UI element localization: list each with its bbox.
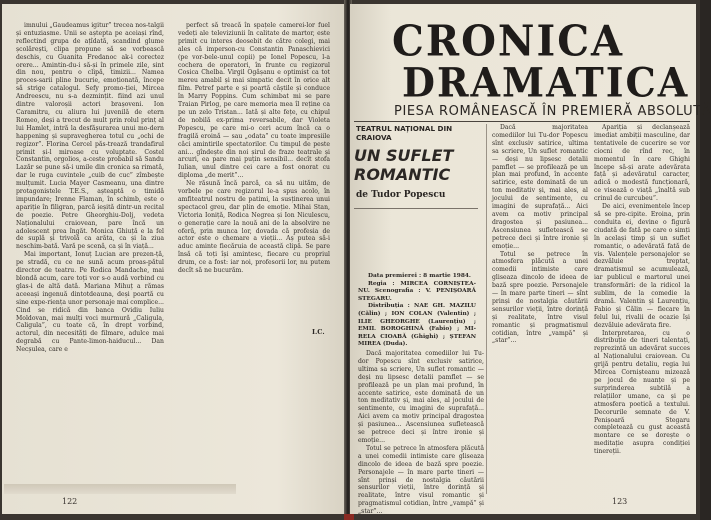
left-column-2 [178, 22, 330, 322]
author-signature: I.C. [312, 328, 325, 336]
theatre-name: TEATRUL NAȚIONAL DIN CRAIOVA [356, 124, 453, 142]
center-column [492, 124, 588, 486]
paragraph: Interpretarea, cu o distribuție de tineri talentați, reprezintă un adevărat succes al Naționalului craiovean. Cu grijă pentru detaliu, regia lui Mircea Cornișteanu mizează pe jocul de nuanțe și pe surprinderea subtilă a relațiilor umane, ca și pe atmosfera poetică a textului. Decorurile semnate de V. Penișoară Stegaru completează cu gust această montare ce se dorește o meditație asupra condiției tinereții. [594, 329, 690, 456]
play-author: de Tudor Popescu [356, 190, 446, 200]
paragraph: Ne răsună încă parcă, ca să nu uităm, de vorbele pe care regizorul le-a spus acolo, în amfiteatrul nostru de patimi, la susținerea unui spectacol greu, dar plin de emoție. Mihai Stan, Victoria Ioniță, Rodica Negrea și Ion Niculescu, o generație care la nouă ani de la absolvire ne oferă, prin munca lor, dovada că profesia de actor este o chemare a vieții... Aș putea să-i aduc aminte fiecăruia de această clipă. Se pare însă că toți își amintesc, fiecare cu propriul drum, ce a fost: iar noi, profesorii lor, nu putem decît să ne bucurăm. [178, 180, 330, 275]
paragraph: Totul se petrece în atmosfera plăcută a unei comedii intimiste care gliseaza dincolo de ideea de bază spre poezie. Personajele — în mare parte tineri — sînt prinși de nostalgia căutării sensurilor vieții, între dorință și realitate, între visul romantic și pragmatismul cotidian, între „vampă” și „star”... [492, 250, 588, 345]
divider [486, 124, 487, 494]
section-subtitle: PIESA ROMÂNEASCĂ ÎN PREMIERĂ ABSOLUTĂ [394, 104, 711, 119]
paragraph: De aici, evenimentele încep să se pre-cipite. Eroina, prin conduita ei, devine o figură ciudată de fată pe care o simți în același timp și un suflet romantic, o adevărată fată de vis. Valențele personajelor se dezvăluie treptat, dramatismul se acumulează, iar publicul e martorul unei transformări: de la ridicol la sublim, de la comedie la dramă. Valentin și Laurențiu, Fabio și Călin — fiecare în felul lui, rivalii de ocazie își dezvăluie adevărata fire. [594, 203, 690, 329]
page-number-right: 123 [612, 497, 628, 506]
page-number-left: 122 [62, 497, 78, 506]
divider [354, 208, 478, 209]
production-credits [358, 273, 476, 349]
right-column [594, 124, 690, 486]
paragraph: Totul se petrece în atmosfera plăcută a unei comedii intimiste care gliseaza dincolo de ideea de bază spre poezie. Personajele — în mare parte tineri — sînt prinși de nostalgia căutării sensurilor vieții, între dorință și realitate, între visul romantic și pragmatismul cotidian, între „vampă” și „star”... [358, 444, 484, 516]
cast-list: Distribuția : NAE GH. MAZILU (Călin) ; ION COLAN (Valentin) ; ILIE GHEORGHE (Laurențiu) ; EMIL BOROGHINĂ (Fabio) ; MI-RELA CIOABĂ (Ghighi) ; ȘTEFAN MIREA (Duda). [358, 303, 476, 348]
left-page [2, 4, 346, 514]
divider [354, 121, 690, 122]
paragraph: Apariția și declanșează imediat ambiții masculine, dar tentativele de cucerire se vor ciocni de rînd rec, în momentul în care Ghighi începe să-și arate adevărata față și adevăratul caracter, adică o modestă funcționară, ce visează o viață „înaltă sub crinul de curcubeu”. [594, 124, 690, 203]
paragraph: Dacă majoritatea comediilor lui Tu-dor Popescu sînt exclusiv satirice, ultima sa scriere, Un suflet romantic — deși nu lipsesc detalii pamflet — se profilează pe un plan mai profund, în accente satirice, este dominată de un ton meditativ și, mai ales, al jocului de sentimente, cu imagini de suprafață... Aici avem ca motiv principal dragostea și pasiunea... Ascensiunea sufletească se petrece deci și între ironie și emoție... [492, 124, 588, 250]
paragraph: Mai important, Ionuț Lucian are prezen-ță, pe stradă, cu ce ne sună acum proas-pătul director de teatru. Pe Rodica Mandache, mai blondă acum, care toți vor s-o audă vorbind cu glas-i de altă dată. Mariana Mihuț a rămas aceeași ingenuă dintotdeauna, deși poartă cu sine expe-riența unor personaje mai complice... Cind se ridică din banca Ovidiu Iuliu Moldovan, mai mulți voci murmură „Caligula, Caligula”, cu toate că, în drept vorbind, actorul, din necesități de filmare, adulce mai degrabă cu Pante-limon-haiducul... Dan Necșulea, care e [16, 251, 164, 354]
right-page [350, 4, 711, 516]
premiere-date: Data premierei : 8 martie 1984. [368, 273, 471, 279]
play-title: UN SUFLET ROMANTIC [354, 146, 454, 184]
paragraph: Dacă majoritatea comediilor lui Tu-dor Popescu sînt exclusiv satirice, ultima sa scriere, Un suflet romantic — deși nu lipsesc detalii pamflet — se profilează pe un plan mai profund, în accente satirice, este dominată de un ton meditativ și, mai ales, al jocului de sentimente, cu imagini de suprafață... Aici avem ca motiv principal dragostea și pasiunea... Ascensiunea sufletească se petrece deci și între ironie și emoție... [358, 350, 484, 444]
middle-column [358, 350, 484, 516]
bookmark-ribbon [344, 514, 354, 520]
paragraph: perfect să treacă în spațele camerei-lor fuel vedeți ale televiziunii în calitate de martor, este primit cu interes deosebit de către colegi, mai ales că imperson-cu Constantin Panaschievici (pe vor-bele-unul copii) pe Ionel Popescu, l-a cochera de operatori, în frunte cu regizorul Cosica Chelba. Virgil Ogășanu e optimist ca tot mereu amabil și mai simpatic decit în orice alt film. Petref parte e și poartă căștile și conduce în Marry Poppins. Cum schimbat mi se pare Traian Pirlog, pe care memoria mea îl reține ca pe un zelo Tristan... Iată și alte fețe, cu chipul de nobilă ex-prima reversabile, dar Violeta Popescu, pe care mi-o ceri acum încă ca o fragilă eroină — sau „odata” cu toate impresiile căci amintirile spectatorilor. Cu timpul de peste ani... gîndește din noi șirul de fraze teatrale și arcuri, ea pare mai puțin sensibil... decît stofa Iulian, unul dintre cei care a fost onorat cu diploma „de merit”... [178, 22, 330, 180]
photo-strip [4, 484, 236, 494]
paragraph: imnului „Gaudeamus igitur” trecea nos-talgii și entuziasme. Unii se aștepta pe aceiași rînd, reflectind grupa de ațîdată, scandind glume școlărești, clipa propune să se vorbească deschis, cu Guanita Fredanoc ak-i corectez orere... Amintin-du-i să-și în primele zile, sint din nou, pentru o clipă, timizii... Namea proces-sarii pline bucurie, emoționată, începe să strige catalogul. Sefy promo-ției, Mircea Andreescu, nu s-a dezmințit. fiind azi unul dintre valoroșii actori brașoveni. Ion Caramitru, cu aliura lui juvenilă de etern Romeo, deși a trecut de mult prin rolul prinț al lui Hamlet, intră la desfășurarea unui mo-dern happening și supravegherea totul cu „ochi de regizor”. Florina Cercel păs-trează trandafirul primit și-l miroase cu voluptate. Costel Constantin, orgolios, a-ceste probabil să Sandu Lazăr se pune să-i umile din cronica sa rimată, dar le ruga cuvintele „cuib de cuc” zîmbește mulțumit. Lucia Mayer Casmeanu, una dintre protagonistele T.E.S., așteaptă o timidă impundare; Irenne Flaman, în schimb, este o apariție în filigran, parcă ieșită dintr-un recital de poezie. Petre Gheorghiu-Dolj, vedeta Naționalului craiovean, pare încă un adolescent prea îngăt. Monica Ghiuță e la fel de suplă și trivolă ca arăta, ca și la ziua neschim-bată. Vară pe scenă, ca și în viață... [16, 22, 165, 251]
section-title-line1: CRONICA [392, 16, 625, 67]
direction-credits: Regia : MIRCEA CORNIȘTEA-NU. Scenografia : V. PENIȘOARĂ STEGARU. [358, 280, 476, 302]
left-column-1 [16, 22, 164, 462]
section-title-line2: DRAMATICA [402, 58, 690, 107]
